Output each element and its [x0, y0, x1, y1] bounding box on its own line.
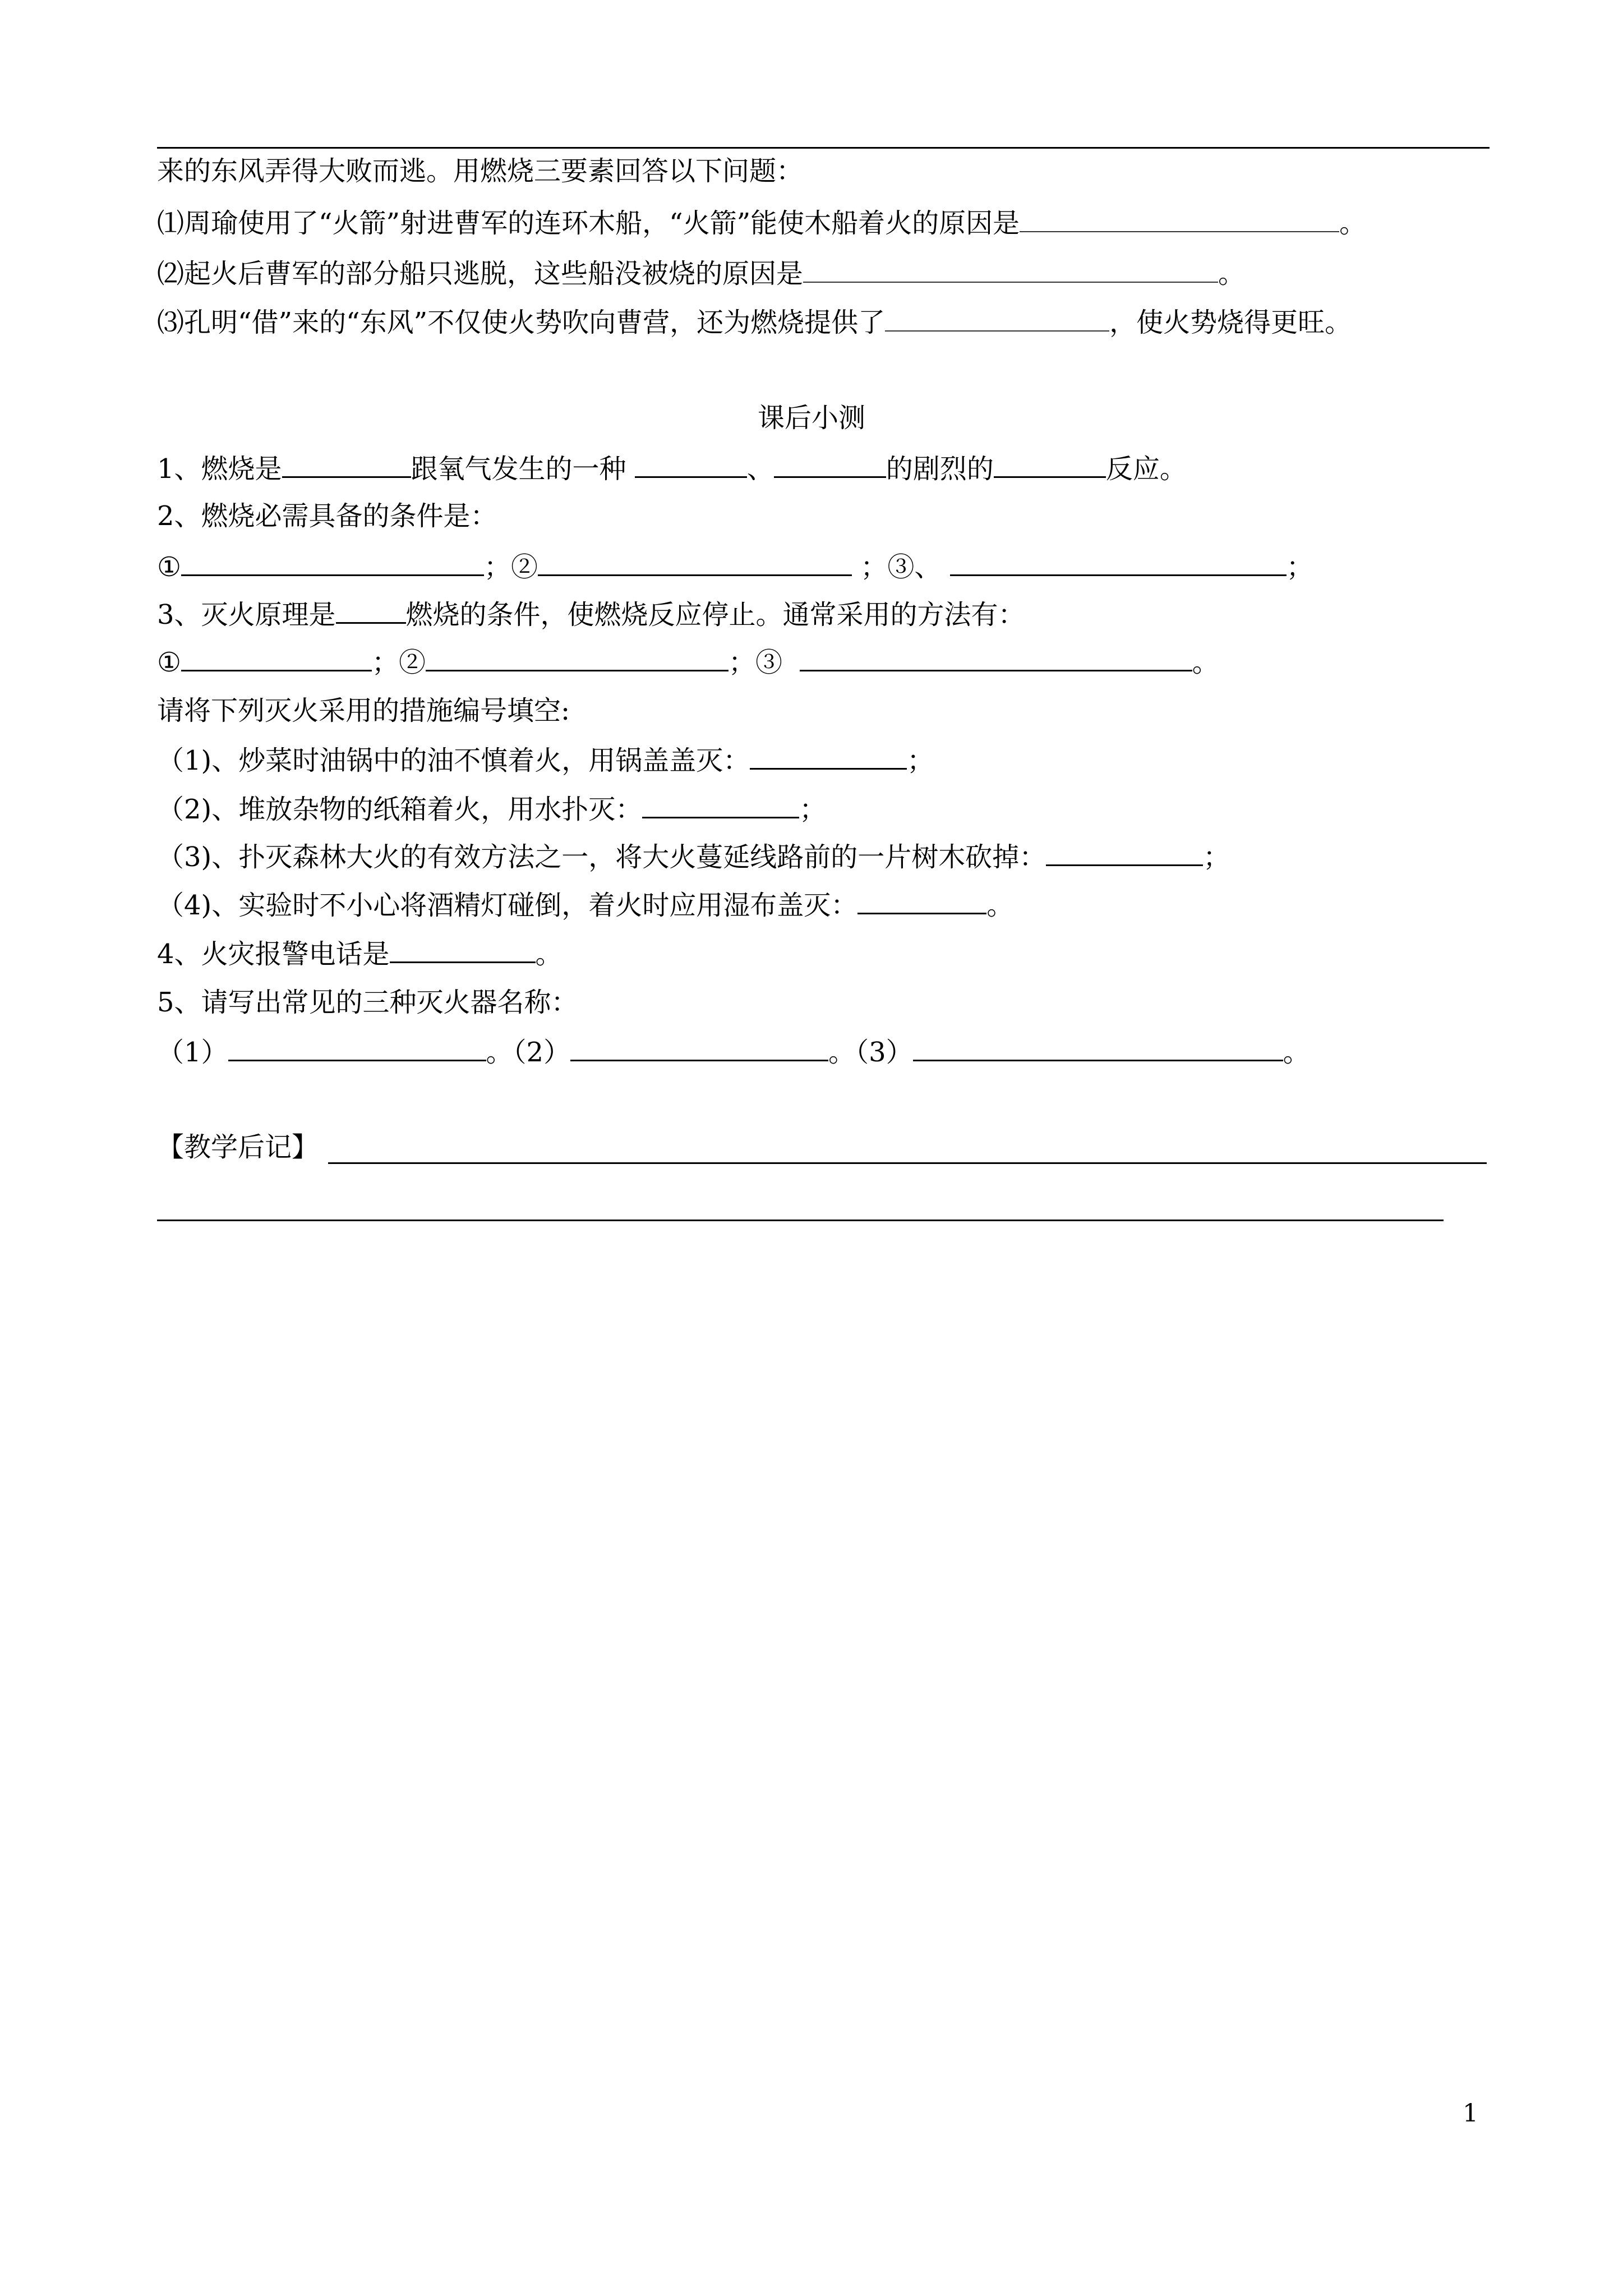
answer-blank[interactable]	[857, 888, 986, 914]
question-3-answers	[157, 645, 1219, 679]
q3-marker-2: ；②	[372, 647, 426, 678]
postscript-line-1[interactable]	[328, 1162, 1487, 1164]
story-question-tail: 。	[1339, 208, 1367, 239]
q3-marker-1: ①	[157, 647, 182, 678]
answer-blank[interactable]	[336, 597, 406, 624]
q1-part-c: 、	[746, 453, 774, 485]
answer-blank[interactable]	[994, 452, 1106, 478]
q4-tail: 。	[535, 938, 562, 970]
answer-blank[interactable]	[642, 792, 799, 818]
answer-blank[interactable]	[750, 743, 907, 770]
q1-part-d: 的剧烈的	[886, 453, 994, 485]
header-rule	[157, 147, 1490, 149]
intro-sentence: 来的东风弄得大败而逃。用燃烧三要素回答以下问题：	[157, 155, 804, 187]
postscript-line-2[interactable]	[157, 1220, 1444, 1221]
answer-blank[interactable]	[950, 550, 1287, 576]
answer-blank[interactable]	[803, 257, 1218, 283]
q3-part-b: 燃烧的条件，使燃烧反应停止。通常采用的方法有：	[405, 599, 1025, 631]
answer-blank[interactable]	[426, 645, 728, 671]
measure-2	[157, 792, 826, 826]
measures-intro-text: 请将下列灭火采用的措施编号填空:	[157, 695, 570, 726]
q2-text: 2、燃烧必需具备的条件是：	[157, 500, 497, 532]
measure-text: （3)、扑灭森林大火的有效方法之一，将大火蔓延线路前的一片树木砍掉：	[157, 841, 1046, 873]
q2-end: ；	[1286, 551, 1313, 583]
measure-tail: ；	[907, 745, 934, 776]
story-question-2	[157, 257, 1245, 291]
answer-blank[interactable]	[181, 550, 484, 576]
answer-blank[interactable]	[885, 306, 1109, 332]
q5-marker-2: 。（2）	[486, 1037, 571, 1068]
story-question-text: ⑵起火后曹军的部分船只逃脱，这些船没被烧的原因是	[157, 258, 804, 289]
answer-blank[interactable]	[181, 645, 372, 671]
question-2-answers	[157, 550, 1313, 584]
story-question-tail: 。	[1218, 258, 1246, 289]
q1-part-b: 跟氧气发生的一种	[411, 453, 626, 485]
measure-tail: ；	[799, 794, 827, 825]
q5-marker-3: 。（3）	[828, 1037, 913, 1068]
answer-blank[interactable]	[1046, 840, 1203, 866]
section-title-text: 课后小测	[757, 402, 865, 434]
measure-tail: ；	[1203, 841, 1230, 873]
q3-end: 。	[1192, 647, 1219, 678]
q4-text: 4、火灾报警电话是	[157, 938, 390, 970]
answer-blank[interactable]	[570, 1035, 828, 1061]
postscript	[157, 1130, 319, 1164]
answer-blank[interactable]	[774, 452, 886, 478]
answer-blank[interactable]	[390, 937, 536, 963]
question-2	[157, 499, 497, 533]
measure-1	[157, 743, 934, 777]
answer-blank[interactable]	[538, 550, 852, 576]
postscript-label: 【教学后记】	[157, 1131, 319, 1163]
q3-marker-3: ；③	[728, 647, 783, 678]
page-number: 1	[1463, 2099, 1478, 2128]
question-5	[157, 986, 578, 1019]
story-question-tail: ，使火势烧得更旺。	[1109, 307, 1352, 338]
story-question-1	[157, 206, 1366, 240]
q2-marker-1: ①	[157, 551, 182, 583]
q2-marker-3: ；③、	[860, 551, 942, 583]
answer-blank[interactable]	[800, 645, 1192, 671]
measure-text: （1)、炒菜时油锅中的油不慎着火，用锅盖盖灭：	[157, 745, 750, 776]
question-5-answers	[157, 1035, 1310, 1069]
intro-text	[157, 154, 803, 188]
measure-3	[157, 840, 1230, 874]
question-1	[157, 452, 1187, 486]
question-3	[157, 597, 1025, 632]
answer-blank[interactable]	[635, 452, 747, 478]
answer-blank[interactable]	[1020, 206, 1339, 232]
measure-text: （4)、实验时不小心将酒精灯碰倒，着火时应用湿布盖灭：	[157, 890, 858, 921]
measure-4	[157, 888, 1013, 922]
answer-blank[interactable]	[282, 452, 411, 478]
measure-text: （2)、堆放杂物的纸箱着火，用水扑灭：	[157, 794, 643, 825]
section-title	[0, 401, 1623, 435]
q3-part-a: 3、灭火原理是	[157, 599, 336, 631]
measures-intro	[157, 694, 570, 728]
answer-blank[interactable]	[228, 1035, 486, 1061]
q5-marker-1: （1）	[157, 1037, 228, 1068]
q1-part-a: 1、燃烧是	[157, 453, 282, 485]
answer-blank[interactable]	[913, 1035, 1283, 1061]
q1-part-e: 反应。	[1105, 453, 1187, 485]
story-question-3	[157, 306, 1352, 339]
measure-tail: 。	[986, 890, 1014, 921]
q5-end: 。	[1283, 1037, 1310, 1068]
story-question-text: ⑴周瑜使用了“火箭”射进曹军的连环木船，“火箭”能使木船着火的原因是	[157, 208, 1020, 239]
story-question-text: ⑶孔明“借”来的“东风”不仅使火势吹向曹营，还为燃烧提供了	[157, 307, 886, 338]
q5-text: 5、请写出常见的三种灭火器名称：	[157, 987, 578, 1018]
q2-marker-2: ；②	[484, 551, 538, 583]
question-4	[157, 937, 562, 971]
